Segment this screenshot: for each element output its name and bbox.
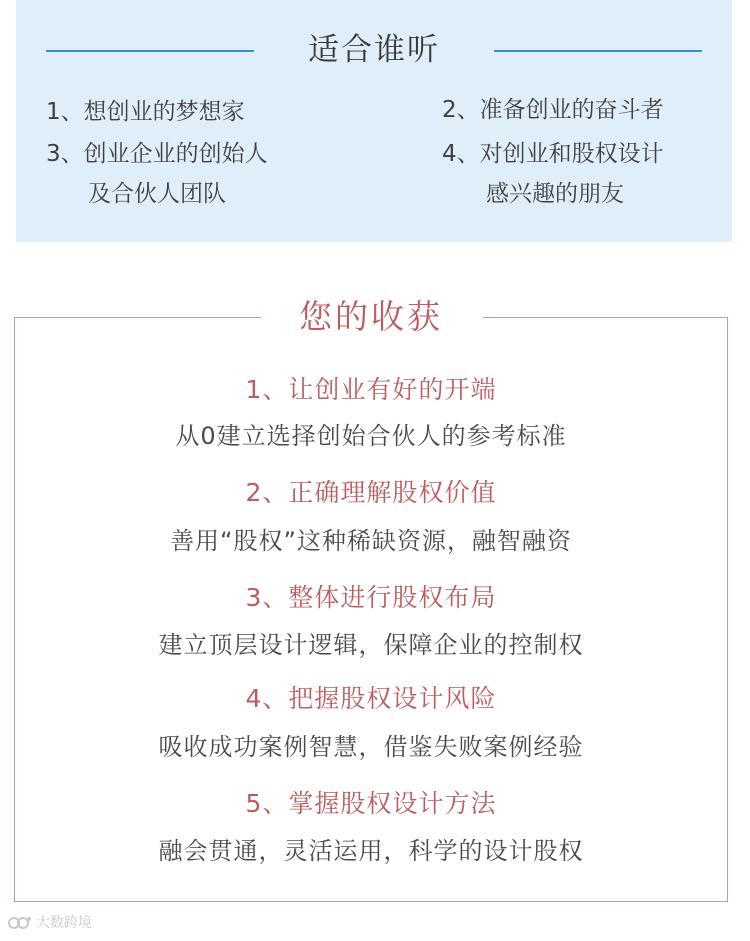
gain-heading-3: 3、整体进行股权布局 xyxy=(245,583,497,612)
audience-item-2 xyxy=(442,90,664,130)
watermark-text: 大数跨境 xyxy=(36,915,92,931)
gains-border-top-right xyxy=(483,317,727,318)
gain-description-2: 善用“股权”这种稀缺资源，融智融资 xyxy=(170,527,572,555)
watermark xyxy=(8,914,92,932)
gain-description-4: 吸收成功案例智慧，借鉴失败案例经验 xyxy=(158,733,584,761)
audience-item-text: 想创业的梦想家 xyxy=(83,99,245,125)
audience-item-text-continued: 感兴趣的朋友 xyxy=(486,181,624,207)
title-divider-right xyxy=(494,50,702,52)
audience-item-text: 对创业和股权设计 xyxy=(479,141,664,167)
audience-item-text-continued: 及合伙人团队 xyxy=(88,181,226,207)
audience-item-number: 3、 xyxy=(46,141,84,167)
gain-heading-4: 4、把握股权设计风险 xyxy=(245,684,497,713)
gain-description-3: 建立顶层设计逻辑，保障企业的控制权 xyxy=(158,631,584,659)
audience-item-number: 1、 xyxy=(46,99,84,125)
audience-title: 适合谁听 xyxy=(308,32,440,68)
audience-item-number: 2、 xyxy=(442,97,480,123)
gain-heading-2: 2、正确理解股权价值 xyxy=(245,478,497,507)
gains-panel xyxy=(14,297,728,902)
gains-title: 您的收获 xyxy=(299,297,443,336)
gain-heading-1: 1、让创业有好的开端 xyxy=(245,375,497,404)
gain-description-5: 融会贯通，灵活运用，科学的设计股权 xyxy=(158,837,584,865)
audience-item-number: 4、 xyxy=(442,141,480,167)
audience-item-1 xyxy=(46,92,245,132)
audience-item-4 xyxy=(442,134,664,207)
audience-panel xyxy=(16,0,732,242)
brand-logo-icon xyxy=(8,915,32,931)
gain-heading-5: 5、掌握股权设计方法 xyxy=(245,789,497,818)
gain-description-1: 从0建立选择创始合伙人的参考标准 xyxy=(175,422,567,450)
audience-item-text: 创业企业的创始人 xyxy=(83,141,268,167)
audience-item-3 xyxy=(46,134,268,207)
audience-item-text: 准备创业的奋斗者 xyxy=(479,97,664,123)
